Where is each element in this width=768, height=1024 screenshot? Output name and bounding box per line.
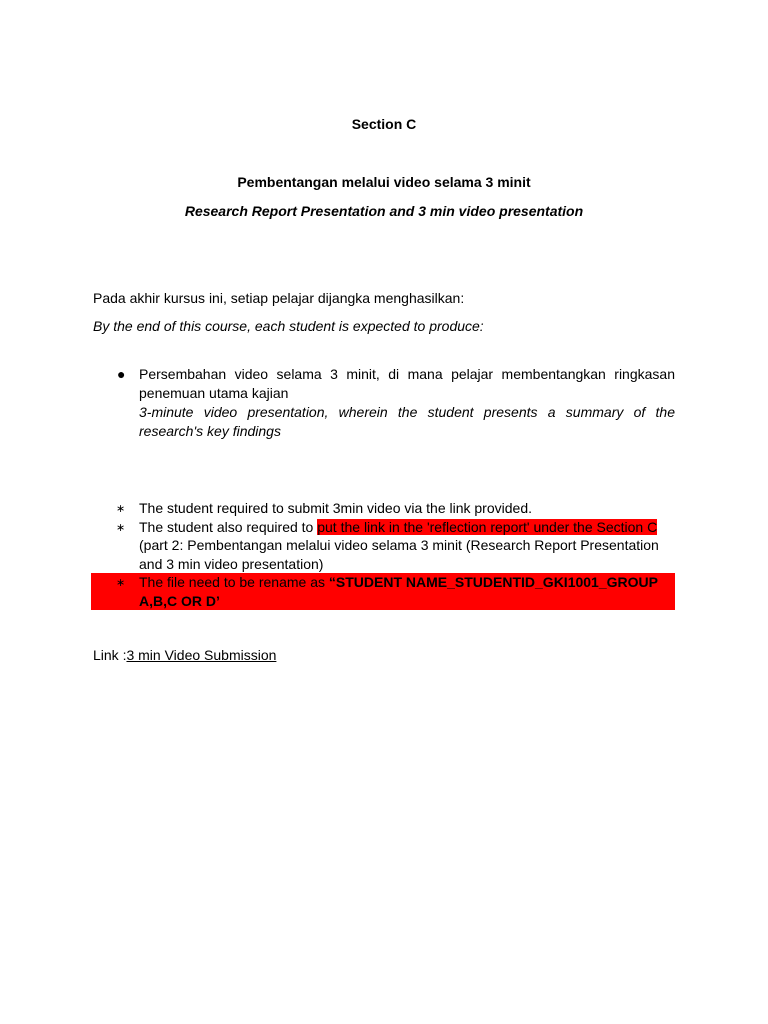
intro-malay: Pada akhir kursus ini, setiap pelajar dijangka menghasilkan: — [93, 290, 465, 306]
asterisk-icon: ∗ — [116, 577, 126, 589]
section-title: Section C — [351, 116, 417, 132]
notes-list — [115, 499, 675, 610]
note-3-filename-format: “STUDENT NAME_STUDENTID_GKI1001_GROUP A,B,C OR D’ — [139, 574, 658, 609]
intro-english: By the end of this course, each student is expected to produce: — [93, 318, 484, 334]
note-item — [115, 518, 675, 574]
video-submission-link[interactable]: 3 min Video Submission — [126, 647, 277, 663]
subtitle-english: Research Report Presentation and 3 min video presentation — [184, 203, 584, 219]
note-1-text: The student required to submit 3min video via the link provided. — [139, 500, 532, 516]
bullet-text-english: 3-minute video presentation, wherein the student presents a summary of the research's key findings — [139, 404, 675, 439]
list-item — [115, 365, 675, 441]
note-item-highlighted — [91, 573, 675, 610]
asterisk-icon: ∗ — [116, 521, 126, 534]
note-item — [115, 499, 675, 518]
bullet-icon: ● — [117, 366, 126, 382]
note-2-text-start: The student also required to — [139, 518, 318, 535]
bullet-list — [115, 365, 675, 441]
link-label: Link : — [93, 647, 127, 663]
link-line — [93, 646, 683, 665]
bullet-text-malay: Persembahan video selama 3 minit, di mana pelajar membentangkan ringkasan penemuan utama kajian — [139, 366, 675, 401]
note-2-highlight: put the link in the 'reflection report' under the Section C — [317, 518, 658, 535]
note-2-text-end: (part 2: Pembentangan melalui video selama 3 minit (Research Report Presentation and 3 min video presentation) — [139, 537, 659, 572]
subtitle-malay: Pembentangan melalui video selama 3 minit — [237, 174, 531, 190]
asterisk-icon: ∗ — [116, 503, 126, 515]
note-3-text: The file need to be rename as — [139, 574, 329, 590]
